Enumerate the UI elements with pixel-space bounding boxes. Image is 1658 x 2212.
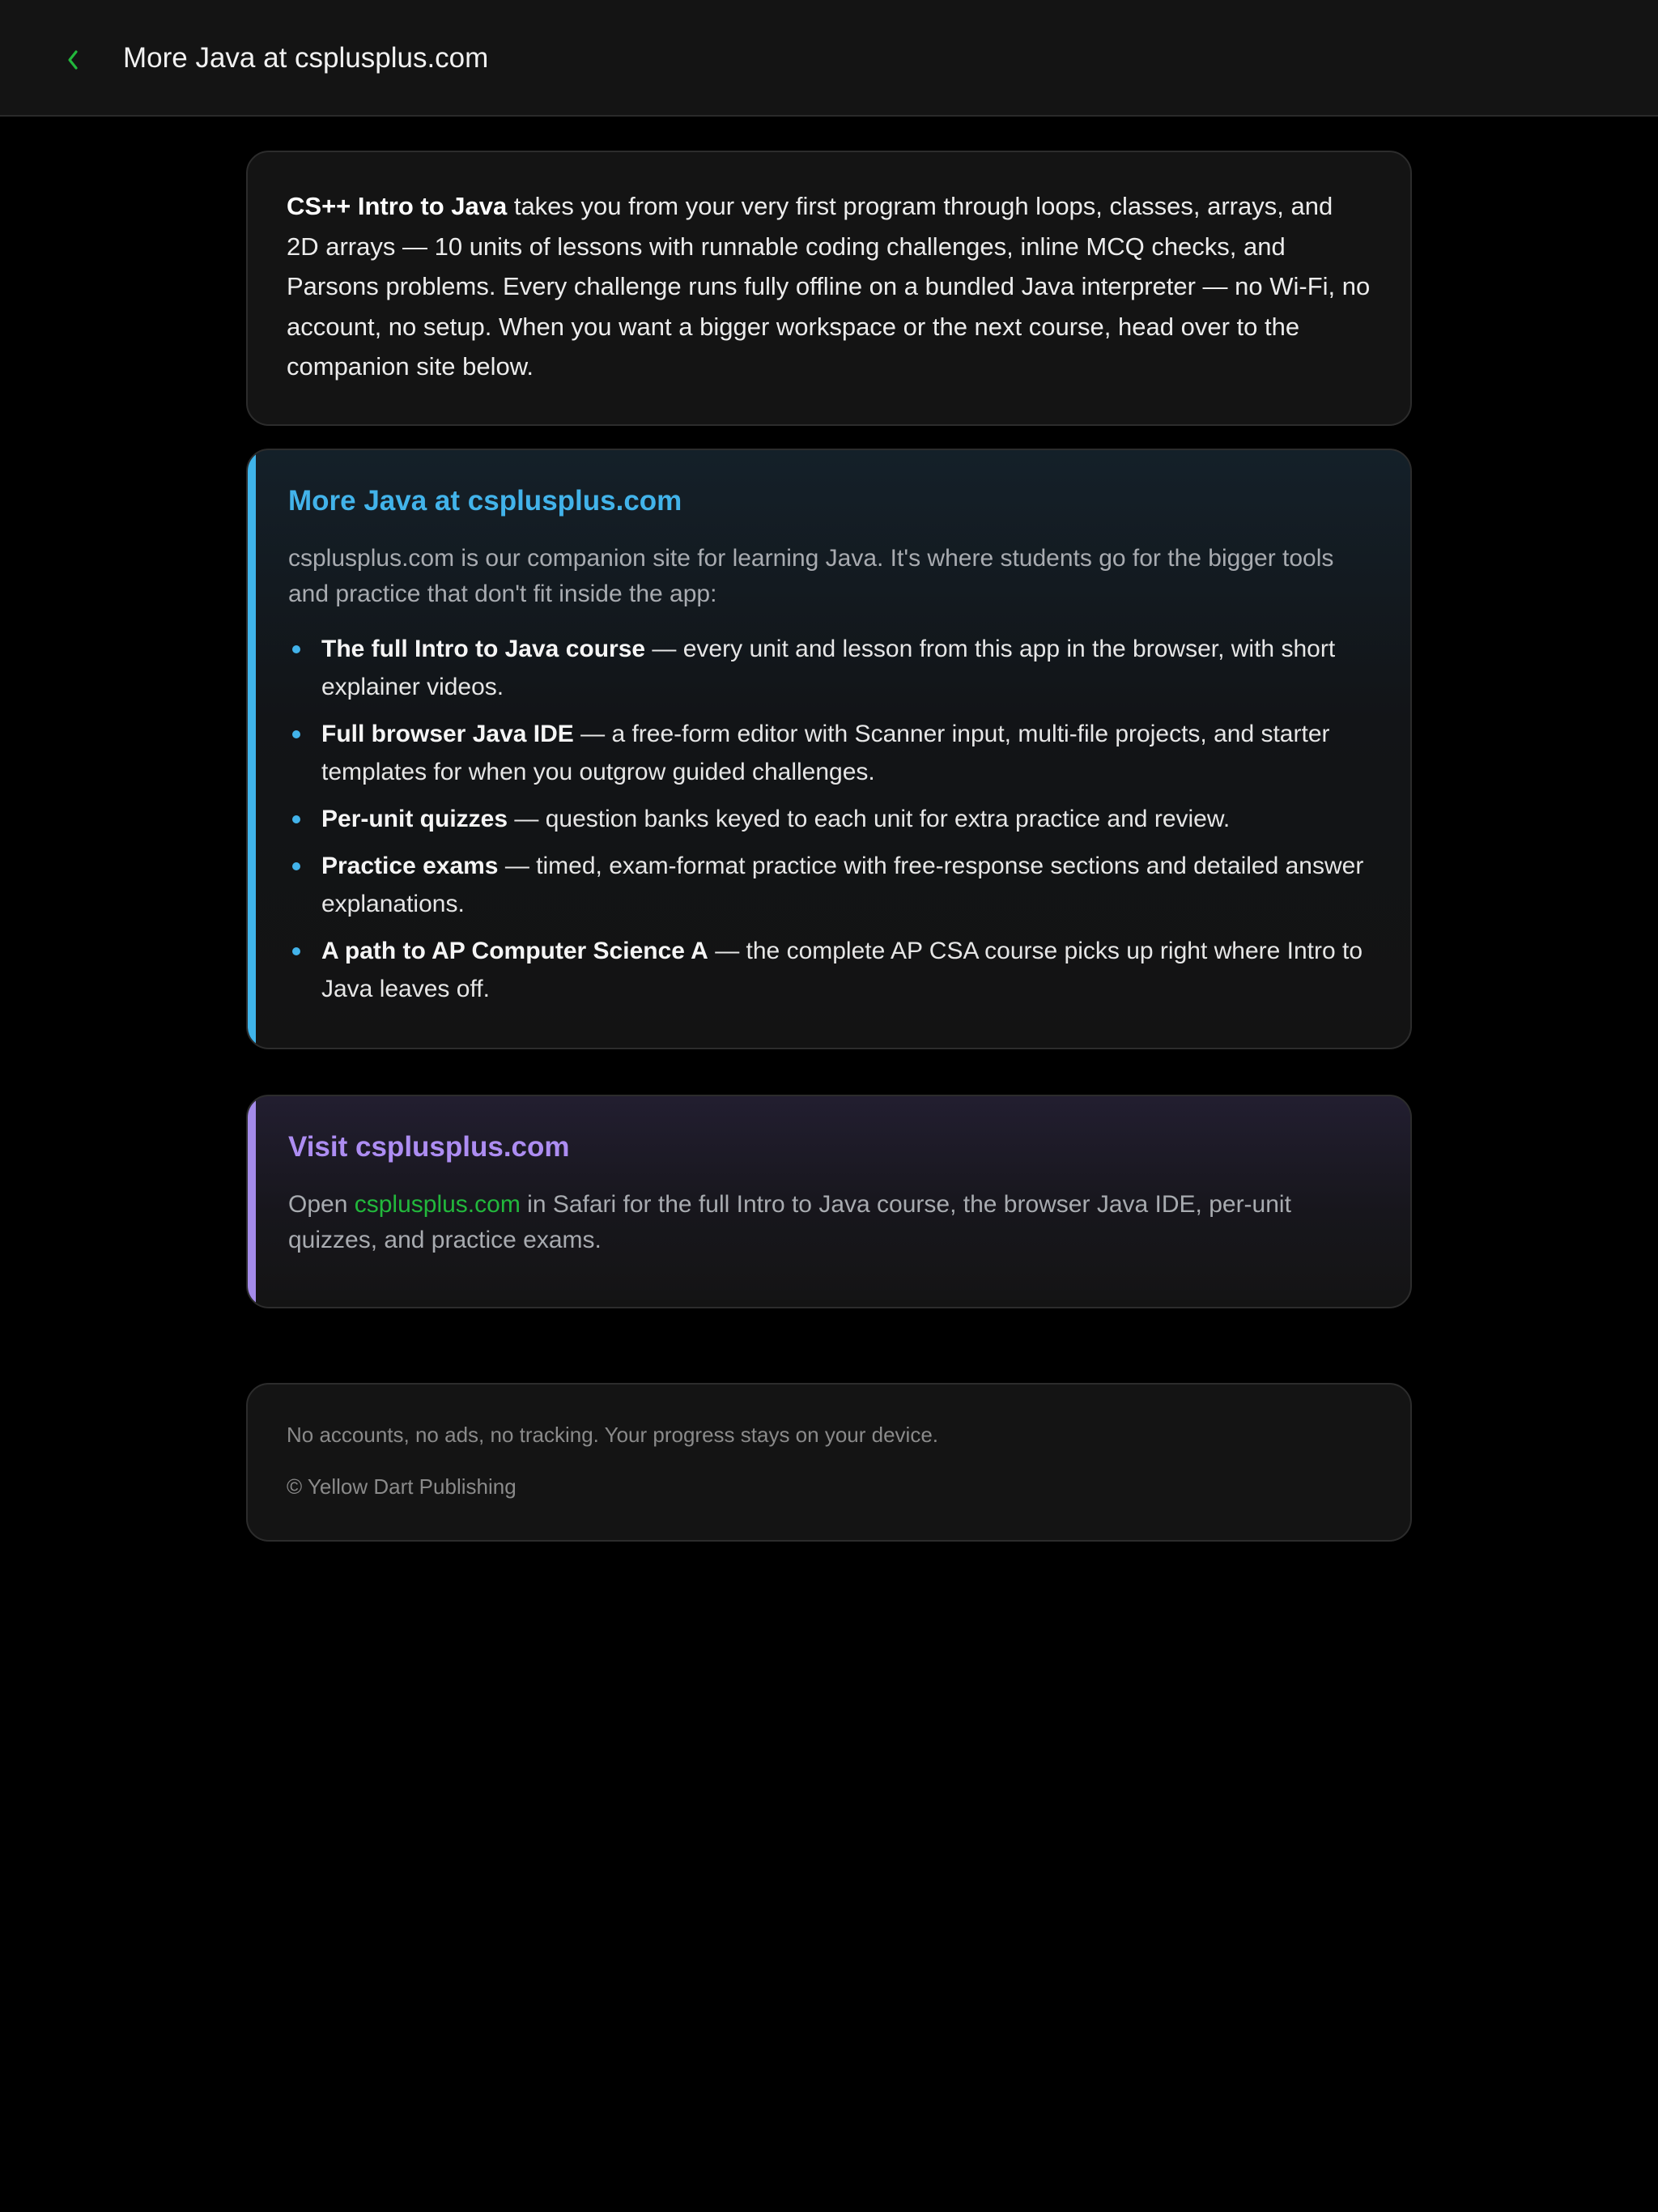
intro-course-name: CS++ Intro to Java — [287, 192, 508, 220]
visit-text — [288, 1187, 1371, 1258]
more-java-heading: More Java at csplusplus.com — [288, 485, 682, 517]
feature-text: — the complete AP CSA course picks up right where Intro to Java leaves off. — [321, 938, 1363, 1002]
csplusplus-link[interactable]: csplusplus.com — [354, 1191, 521, 1218]
chevron-left-icon — [66, 49, 79, 70]
intro-card — [246, 151, 1412, 426]
feature-item-practice-exams — [288, 847, 1371, 923]
visit-card — [246, 1095, 1412, 1308]
back-button[interactable] — [53, 36, 92, 84]
more-java-card — [246, 449, 1412, 1049]
page-title: More Java at csplusplus.com — [123, 42, 489, 74]
visit-text-after: in Safari for the full Intro to Java course, the browser Java IDE, per-unit quizzes, and practice exams. — [288, 1191, 1291, 1253]
feature-text: — a free-form editor with Scanner input, multi-file projects, and starter templates for when you outgrow guided challenges. — [321, 721, 1330, 785]
feature-list — [288, 630, 1371, 1008]
bullet-icon — [292, 947, 300, 955]
intro-text — [287, 186, 1371, 387]
feature-item-quizzes — [288, 800, 1371, 838]
feature-title: Full browser Java IDE — [321, 721, 574, 747]
more-java-description: csplusplus.com is our companion site for learning Java. It's where students go for the bigger tools and practice that don't fit inside the app: — [288, 545, 1334, 607]
navigation-bar — [0, 0, 1658, 117]
accent-bar — [248, 450, 256, 1048]
privacy-note: No accounts, no ads, no tracking. Your progress stays on your device. — [287, 1423, 939, 1447]
footer-card — [246, 1383, 1412, 1542]
accent-bar — [248, 1096, 256, 1307]
feature-item-java-ide — [288, 715, 1371, 791]
intro-description: takes you from your very first program through loops, classes, arrays, and 2D arrays — 10 units of lessons with runnable coding challenges, inline MCQ checks, and Parsons problems. Every challenge runs fully offline on a bundled Java interpreter — no Wi-Fi, no account, no setup. When you want a bigger workspace or the next course, head over to the companion site below. — [287, 192, 1371, 381]
feature-title: The full Intro to Java course — [321, 636, 646, 662]
feature-title: Practice exams — [321, 853, 499, 879]
feature-text: — question banks keyed to each unit for extra practice and review. — [508, 806, 1231, 832]
bullet-icon — [292, 730, 300, 738]
feature-item-intro-course — [288, 630, 1371, 706]
feature-title: A path to AP Computer Science A — [321, 938, 708, 964]
feature-title: Per-unit quizzes — [321, 806, 508, 832]
feature-item-ap-csa — [288, 932, 1371, 1008]
bullet-icon — [292, 862, 300, 870]
bullet-icon — [292, 645, 300, 653]
feature-text: — every unit and lesson from this app in the browser, with short explainer videos. — [321, 636, 1336, 700]
visit-text-before: Open — [288, 1191, 355, 1218]
feature-text: — timed, exam-format practice with free-response sections and detailed answer explanations. — [321, 853, 1364, 917]
bullet-icon — [292, 815, 300, 823]
visit-heading: Visit csplusplus.com — [288, 1131, 570, 1163]
copyright: © Yellow Dart Publishing — [287, 1474, 517, 1499]
